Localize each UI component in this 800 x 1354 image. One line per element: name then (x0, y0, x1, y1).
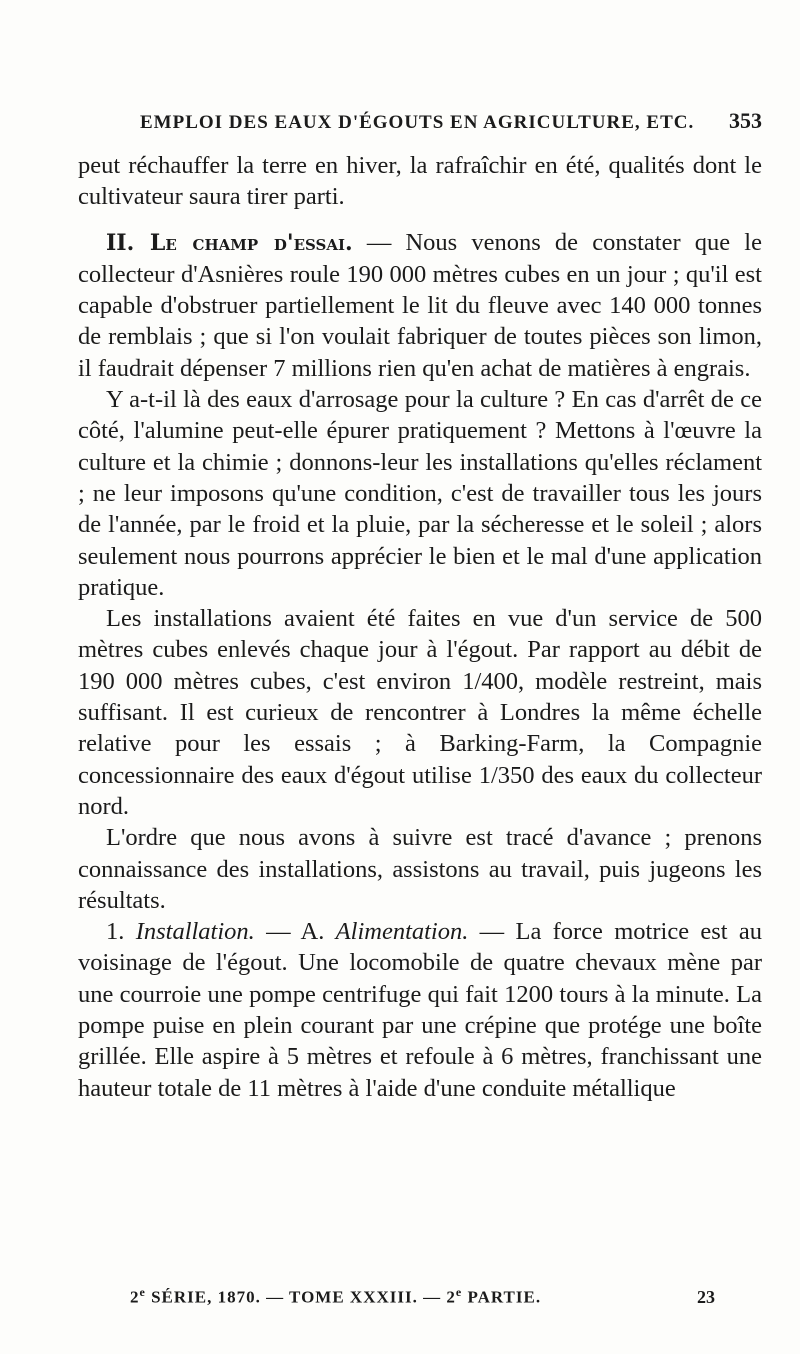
page-body (78, 150, 762, 1104)
running-header (140, 108, 762, 134)
installation-text: — La force motrice est au voisinage de l'égout. Une locomobile de quatre chevaux mène par une courroie une pompe centrifuge qui fait 1200 tours à la minute. La pompe puise en plein courant par une crépine que protége une boîte grillée. Elle aspire à 5 mètres et refoule à 6 mètres, franchissant une hauteur totale de 11 mètres à l'aide d'une conduite métallique (78, 918, 763, 1102)
paragraph-installation (78, 916, 762, 1104)
paragraph-questions: Y a-t-il là des eaux d'arrosage pour la culture ? En cas d'arrêt de ce côté, l'alumine peut-elle épurer pratiquement ? Mettons à l'œuvre la culture et la chimie ; donnons-leur les installations qu'elles réclament ; ne leur imposons qu'une condition, c'est de travailler tous les jours de l'année, par le froid et la pluie, par la sécheresse et le soleil ; alors seulement nous pourrons apprécier le bien et le mal d'une application pratique. (78, 386, 762, 601)
running-title: EMPLOI DES EAUX D'ÉGOUTS EN AGRICULTURE, ETC. (140, 112, 695, 133)
subsection-heading-alimentation: Alimentation. (335, 918, 469, 946)
page-footer (130, 1285, 715, 1308)
section-heading: II. Le champ d'essai. (106, 229, 353, 256)
signature-line: 2e SÉRIE, 1870. — TOME XXXIII. — 2e PARTIE. (130, 1285, 542, 1307)
subsection-heading-installation: Installation. (135, 918, 255, 946)
paragraph-order: L'ordre que nous avons à suivre est tracé d'avance ; prenons connaissance des installations, assistons au travail, puis jugeons les résultats. (78, 824, 762, 914)
subsection-separator: — A. (254, 918, 336, 946)
page-number: 353 (729, 108, 762, 133)
section-ii-text: — Nous venons de constater que le collecteur d'Asnières roule 190 000 mètres cubes en un jour ; qu'il est capable d'obstruer partiellement le lit du fleuve avec 140 000 tonnes de remblais ; que si l'on voulait fabriquer de toutes pièces son limon, il faudrait dépenser 7 millions rien qu'en achat de matières à engrais. (78, 228, 762, 382)
paragraph-continuation: peut réchauffer la terre en hiver, la rafraîchir en été, qualités dont le cultivateur saura tirer parti. (78, 152, 762, 211)
paragraph-section-ii (78, 227, 762, 384)
paragraph-installations: Les installations avaient été faites en vue d'un service de 500 mètres cubes enlevés chaque jour à l'égout. Par rapport au débit de 190 000 mètres cubes, c'est environ 1/400, modèle restreint, mais suffisant. Il est curieux de rencontrer à Londres la même échelle relative pour les essais ; à Barking-Farm, la Compagnie concessionnaire des eaux d'égout utilise 1/350 des eaux du collecteur nord. (78, 605, 762, 820)
subsection-number: 1. (106, 918, 136, 946)
sheet-number: 23 (697, 1286, 715, 1307)
